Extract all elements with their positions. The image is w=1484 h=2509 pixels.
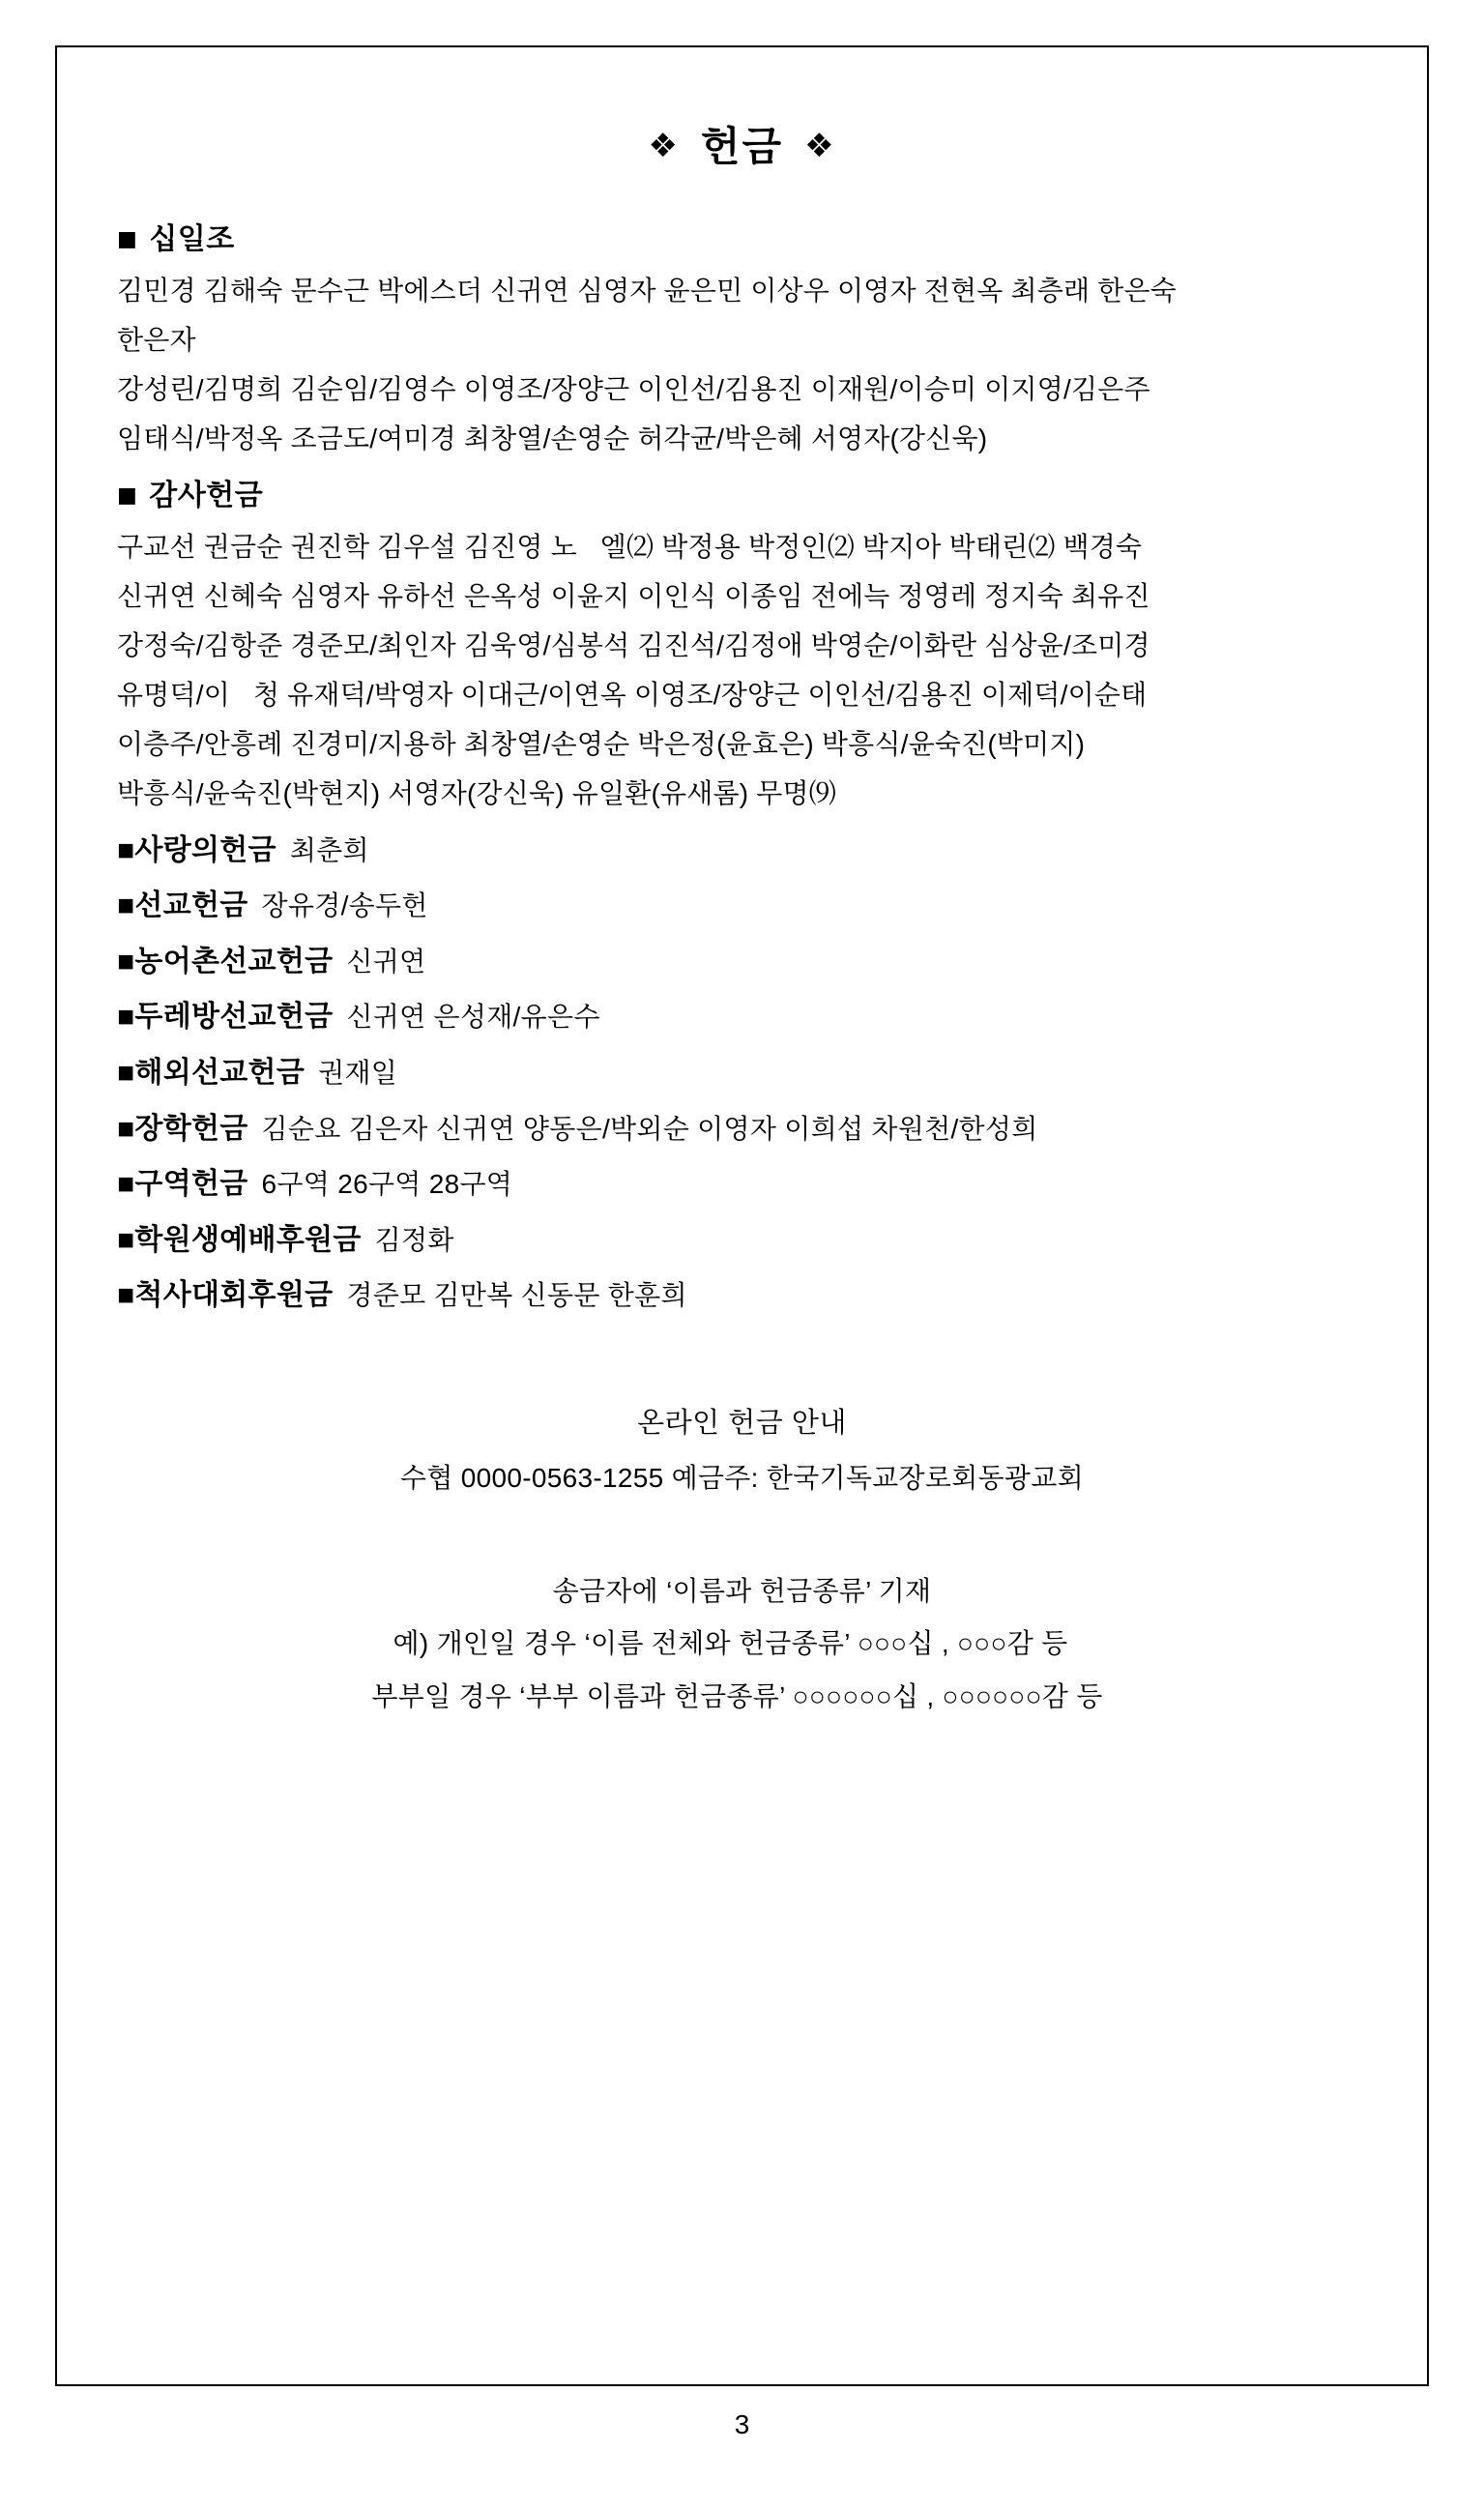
page-title bbox=[117, 115, 1367, 173]
section-heading-label: 구역헌금 bbox=[134, 1168, 248, 1201]
square-bullet-icon: ■ bbox=[117, 890, 135, 922]
section-line: 임태식/박정옥 조금도/여미경 최창열/손영순 허각균/박은혜 서영자(강신욱) bbox=[117, 423, 988, 453]
square-bullet-icon: ■ bbox=[117, 1112, 135, 1145]
square-bullet-icon: ■ bbox=[117, 1168, 135, 1201]
section-heading-label: 선교헌금 bbox=[134, 890, 248, 922]
section-heading bbox=[117, 1224, 362, 1256]
section-value: 경준모 김만복 신동문 한훈희 bbox=[346, 1280, 687, 1311]
square-bullet-icon: ■ bbox=[117, 1001, 135, 1034]
section-value: 신귀연 은성재/유은수 bbox=[346, 1002, 600, 1033]
section-heading-label: 척사대회후원금 bbox=[134, 1279, 334, 1312]
section-heading bbox=[117, 1279, 333, 1311]
square-bullet-icon: ■ bbox=[117, 1279, 135, 1312]
online-giving-account: 수협 0000-0563-1255 예금주: 한국기독교장로회동광교회 bbox=[400, 1462, 1084, 1493]
note-line: 부부일 경우 ‘부부 이름과 헌금종류’ ○○○○○○십 , ○○○○○○감 등 bbox=[371, 1681, 1103, 1712]
section-tithe bbox=[117, 212, 1367, 464]
section-heading bbox=[117, 834, 276, 866]
square-bullet-icon: ■ bbox=[117, 1056, 135, 1089]
section-yut-tournament-support bbox=[117, 1268, 1367, 1324]
square-bullet-icon: ■ bbox=[117, 945, 135, 977]
square-bullet-icon: ■ bbox=[117, 833, 135, 866]
section-heading bbox=[117, 212, 1367, 267]
section-heading-label: 두레방선교헌금 bbox=[134, 1001, 334, 1034]
section-heading-label: 감사헌금 bbox=[149, 479, 264, 511]
section-heading-label: 농어촌선교헌금 bbox=[134, 945, 334, 977]
section-mission-offering bbox=[117, 878, 1367, 934]
section-student-worship-support bbox=[117, 1212, 1367, 1269]
online-giving-info bbox=[117, 1395, 1367, 1505]
section-value: 신귀연 bbox=[346, 946, 426, 977]
diamond-ornament-right: ❖ bbox=[804, 127, 836, 165]
section-heading-label: 해외선교헌금 bbox=[134, 1056, 306, 1089]
section-overseas-mission-offering bbox=[117, 1045, 1367, 1101]
square-bullet-icon: ■ bbox=[117, 1223, 135, 1256]
section-heading-label: 십일조 bbox=[149, 223, 235, 255]
section-heading bbox=[117, 468, 1367, 523]
diamond-ornament-left: ❖ bbox=[648, 127, 680, 165]
section-thanksgiving bbox=[117, 468, 1367, 819]
section-heading bbox=[117, 890, 248, 921]
section-heading bbox=[117, 946, 333, 977]
section-line: 한은자 bbox=[117, 324, 196, 355]
section-scholarship-offering bbox=[117, 1101, 1367, 1157]
square-bullet-icon: ■ bbox=[117, 482, 138, 508]
section-heading-label: 장학헌금 bbox=[134, 1112, 248, 1145]
page-number: 3 bbox=[734, 2409, 750, 2439]
section-value: 6구역 26구역 28구역 bbox=[261, 1169, 513, 1200]
section-heading bbox=[117, 1113, 248, 1145]
online-giving-title: 온라인 헌금 안내 bbox=[637, 1407, 847, 1439]
section-line: 신귀연 신혜숙 심영자 유하선 은옥성 이윤지 이인식 이종임 전에늑 정영레 정지숙 최유진 bbox=[117, 580, 1150, 611]
section-heading bbox=[117, 1001, 333, 1033]
section-district-offering bbox=[117, 1156, 1367, 1212]
square-bullet-icon: ■ bbox=[117, 227, 138, 251]
section-line: 강성린/김명희 김순임/김영수 이영조/장양근 이인선/김용진 이재원/이승미 이지영/김은주 bbox=[117, 373, 1150, 404]
section-line: 유명덕/이 청 유재덕/박영자 이대근/이연옥 이영조/장양근 이인선/김용진 이제덕/이순태 bbox=[117, 679, 1148, 710]
note-line: 송금자에 ‘이름과 헌금종류’ 기재 bbox=[552, 1575, 932, 1606]
section-duraebang-mission-offering bbox=[117, 989, 1367, 1045]
section-value: 김정화 bbox=[374, 1224, 454, 1255]
section-line: 이층주/안흥례 진경미/지용하 최창열/손영순 박은정(윤효은) 박흥식/윤숙진(박미지) bbox=[117, 728, 1086, 759]
page-content bbox=[57, 47, 1427, 2384]
section-love-offering bbox=[117, 823, 1367, 879]
section-heading bbox=[117, 1057, 305, 1089]
section-heading bbox=[117, 1168, 248, 1200]
section-value: 김순요 김은자 신귀연 양동은/박외순 이영자 이희섭 차원천/한성희 bbox=[261, 1113, 1038, 1144]
transfer-notes bbox=[117, 1565, 1367, 1724]
section-line: 구교선 권금순 권진학 김우설 김진영 노 엘⑵ 박정용 박정인⑵ 박지아 박태린⑵ 백경숙 bbox=[117, 531, 1143, 562]
section-rural-mission-offering bbox=[117, 934, 1367, 990]
page-border bbox=[55, 45, 1429, 2386]
section-value: 장유경/송두헌 bbox=[261, 890, 428, 921]
section-line: 강정숙/김항준 경준모/최인자 김욱영/심봉석 김진석/김정애 박영순/이화란 심상윤/조미경 bbox=[117, 629, 1150, 660]
section-heading-label: 사랑의헌금 bbox=[134, 833, 276, 866]
section-value: 권재일 bbox=[318, 1057, 398, 1088]
page-title-text: 헌금 bbox=[700, 123, 784, 170]
note-line: 예) 개인일 경우 ‘이름 전체와 헌금종류’ ○○○십 , ○○○감 등 bbox=[393, 1628, 1068, 1659]
section-heading-label: 학원생예배후원금 bbox=[134, 1223, 362, 1256]
section-line: 김민경 김해숙 문수근 박에스더 신귀연 심영자 윤은민 이상우 이영자 전현옥 최층래 한은숙 bbox=[117, 276, 1177, 306]
section-line: 박흥식/윤숙진(박현지) 서영자(강신욱) 유일환(유새롬) 무명⑼ bbox=[117, 777, 836, 808]
section-value: 최춘희 bbox=[289, 834, 369, 865]
